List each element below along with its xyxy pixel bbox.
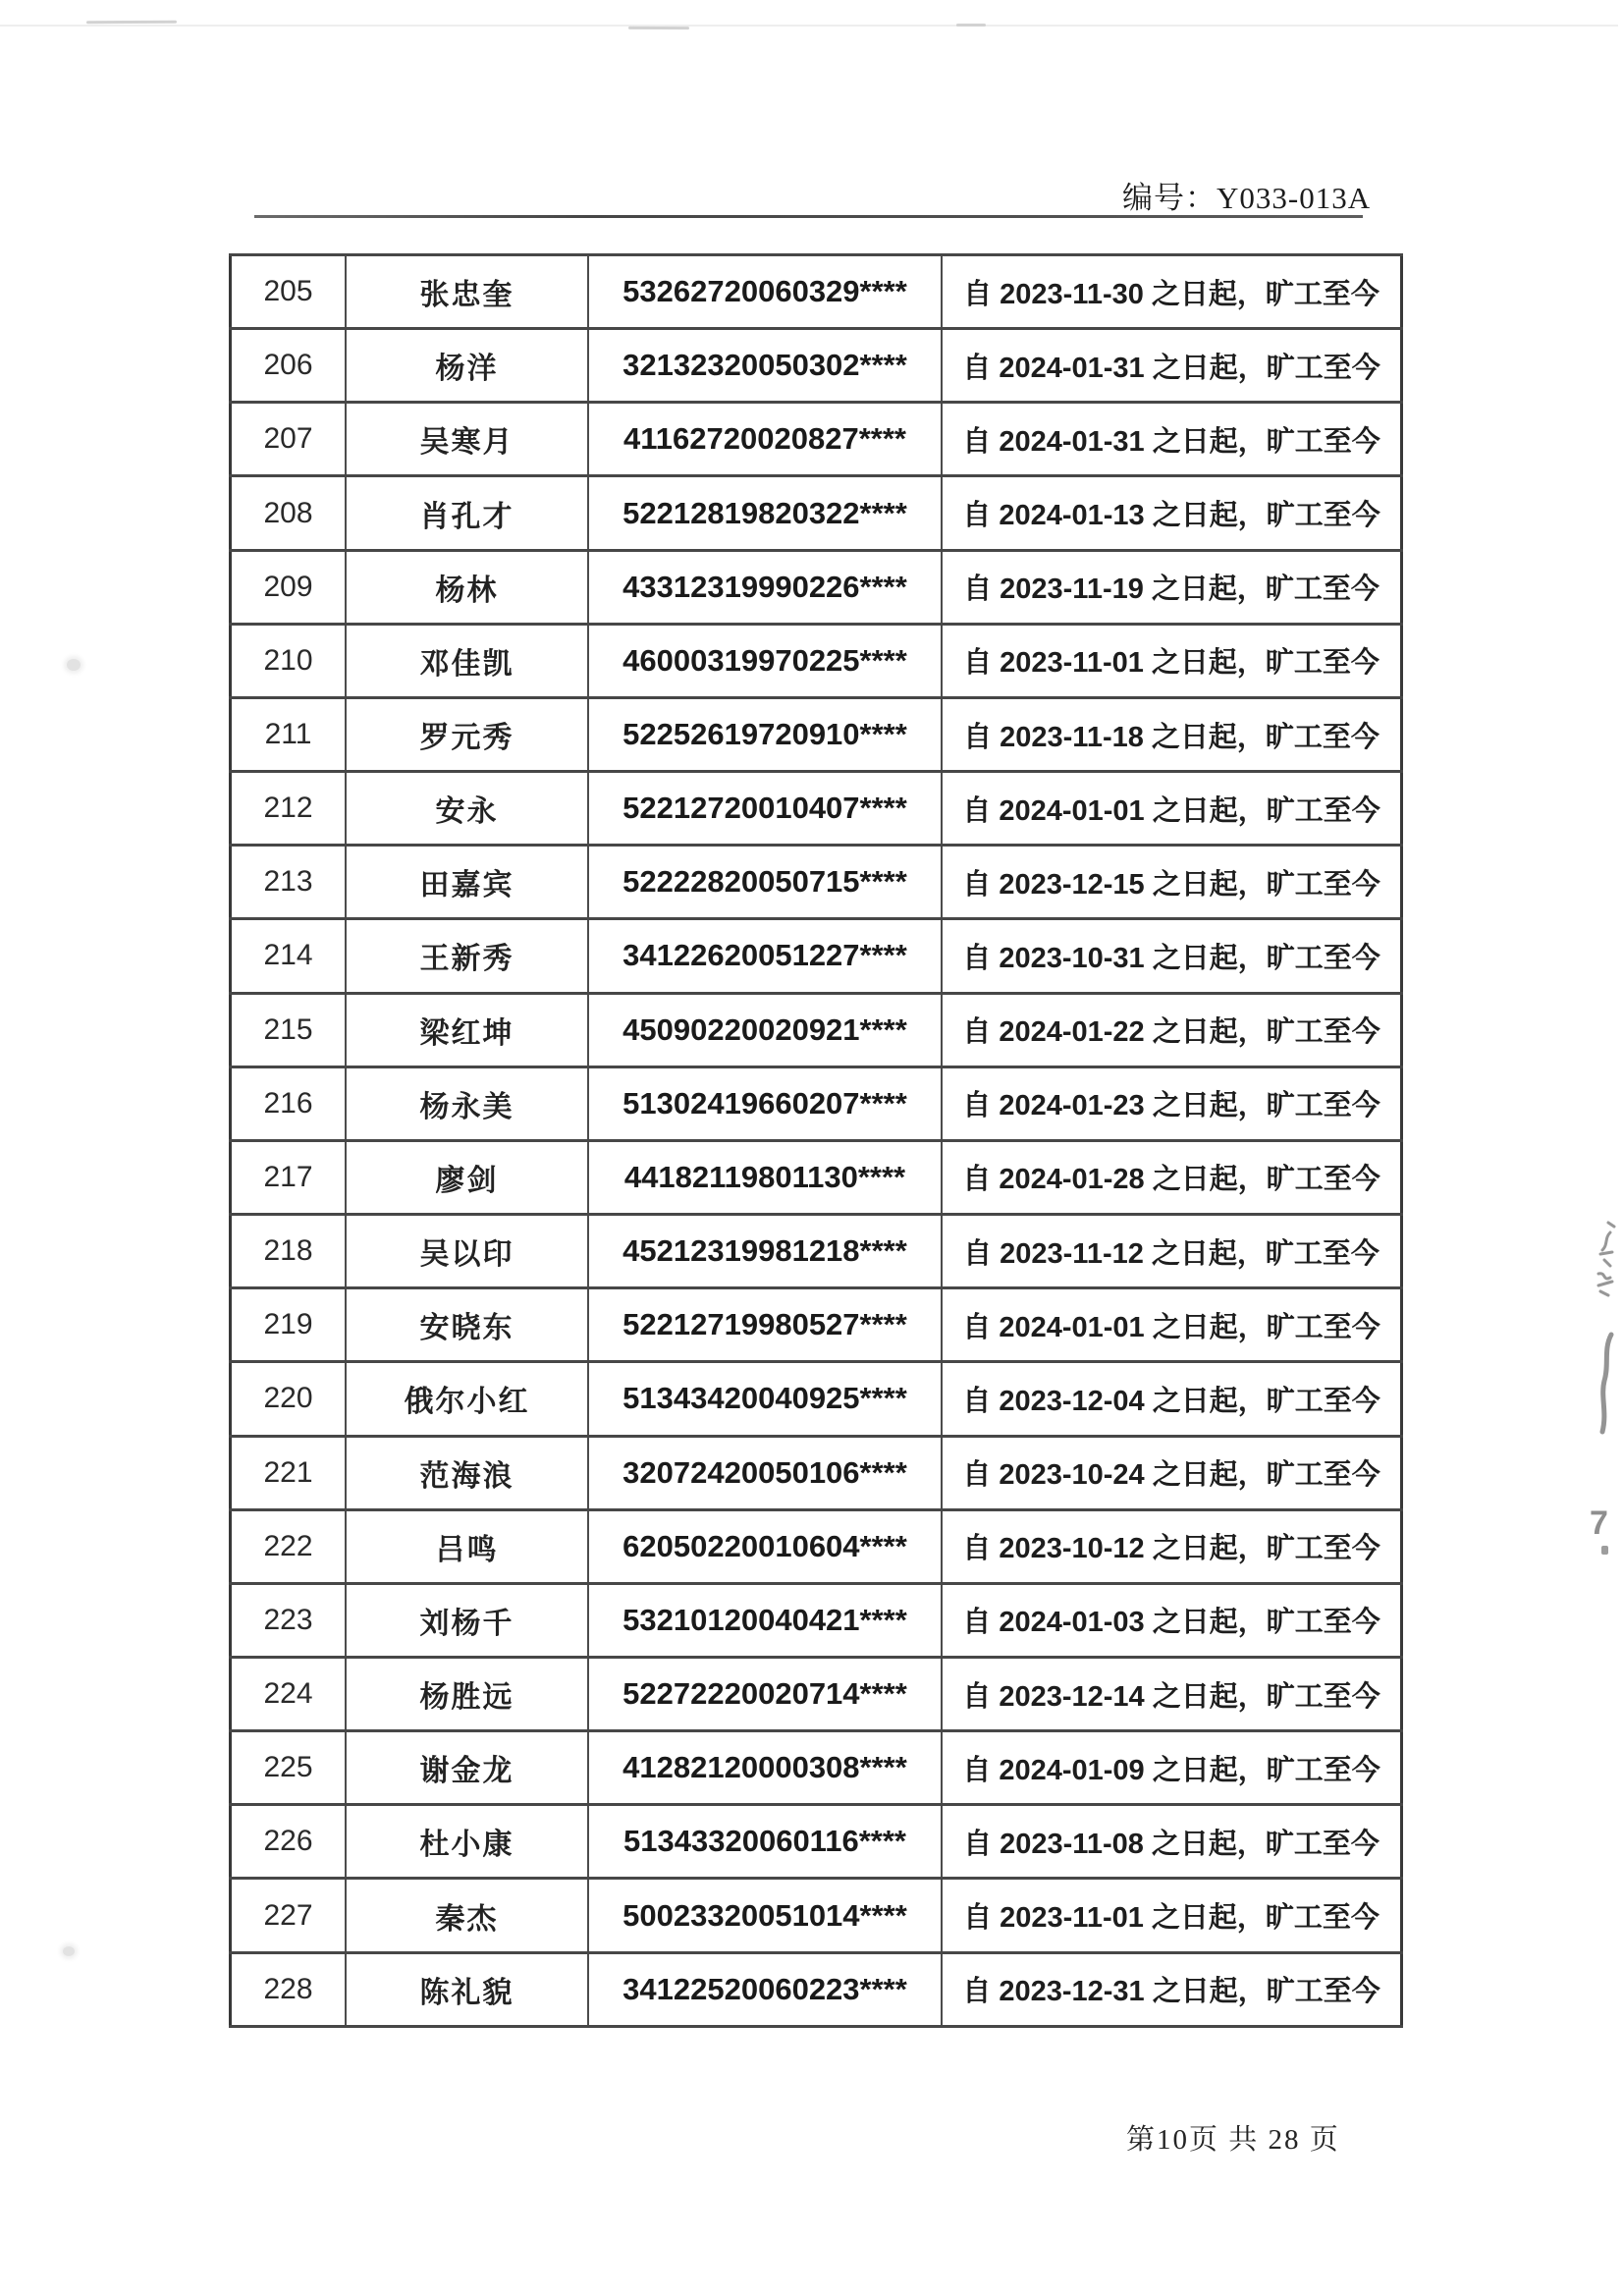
id-number-cell: 53262720060329**** — [588, 255, 942, 329]
absence-status-cell: 自 2023-12-04 之日起，旷工至今 — [942, 1362, 1402, 1436]
table-row — [231, 1657, 1402, 1730]
table-row — [231, 1509, 1402, 1583]
id-number-cell: 52212819820322**** — [588, 476, 942, 550]
person-name-cell: 杜小康 — [346, 1805, 588, 1879]
table-row — [231, 1805, 1402, 1879]
absence-status-cell: 自 2024-01-09 之日起，旷工至今 — [942, 1731, 1402, 1805]
person-name-cell: 吕鸣 — [346, 1509, 588, 1583]
absence-status-cell: 自 2024-01-31 之日起，旷工至今 — [942, 403, 1402, 476]
id-number-cell: 53210120040421**** — [588, 1583, 942, 1657]
id-number-cell: 52272220020714**** — [588, 1657, 942, 1730]
absence-status-cell: 自 2024-01-28 之日起，旷工至今 — [942, 1140, 1402, 1214]
absence-status-cell: 自 2024-01-23 之日起，旷工至今 — [942, 1066, 1402, 1140]
table-row — [231, 1731, 1402, 1805]
table-row — [231, 772, 1402, 846]
person-name-cell: 梁红坤 — [346, 993, 588, 1066]
id-number-cell: 52212719980527**** — [588, 1288, 942, 1362]
table-row — [231, 403, 1402, 476]
absence-status-cell: 自 2023-10-24 之日起，旷工至今 — [942, 1436, 1402, 1509]
absence-status-cell: 自 2023-10-31 之日起，旷工至今 — [942, 919, 1402, 993]
row-number-cell: 219 — [231, 1288, 347, 1362]
absence-status-cell: 自 2024-01-01 之日起，旷工至今 — [942, 772, 1402, 846]
absence-status-cell: 自 2024-01-31 之日起，旷工至今 — [942, 329, 1402, 403]
scan-artifact-stroke — [1596, 1332, 1617, 1435]
person-name-cell: 范海浪 — [346, 1436, 588, 1509]
id-number-cell: 52252619720910**** — [588, 697, 942, 771]
person-name-cell: 安晓东 — [346, 1288, 588, 1362]
row-number-cell: 226 — [231, 1805, 347, 1879]
row-number-cell: 224 — [231, 1657, 347, 1730]
row-number-cell: 227 — [231, 1879, 347, 1952]
table-row — [231, 550, 1402, 624]
person-name-cell: 陈礼貌 — [346, 1952, 588, 2026]
absence-status-cell: 自 2023-12-15 之日起，旷工至今 — [942, 846, 1402, 919]
table-row — [231, 1362, 1402, 1436]
absence-status-cell: 自 2023-11-01 之日起，旷工至今 — [942, 1879, 1402, 1952]
id-number-cell: 52222820050715**** — [588, 846, 942, 919]
table-row — [231, 1879, 1402, 1952]
absence-status-cell: 自 2024-01-01 之日起，旷工至今 — [942, 1288, 1402, 1362]
table-row — [231, 1066, 1402, 1140]
id-number-cell: 45212319981218**** — [588, 1215, 942, 1288]
scan-artifact-dot — [1601, 1546, 1608, 1555]
table-row — [231, 476, 1402, 550]
row-number-cell: 217 — [231, 1140, 347, 1214]
table-row — [231, 1952, 1402, 2026]
id-number-cell: 52212720010407**** — [588, 772, 942, 846]
absence-status-cell: 自 2024-01-13 之日起，旷工至今 — [942, 476, 1402, 550]
row-number-cell: 210 — [231, 624, 347, 697]
row-number-cell: 214 — [231, 919, 347, 993]
person-name-cell: 王新秀 — [346, 919, 588, 993]
table-row — [231, 993, 1402, 1066]
row-number-cell: 225 — [231, 1731, 347, 1805]
row-number-cell: 212 — [231, 772, 347, 846]
absence-status-cell: 自 2023-11-08 之日起，旷工至今 — [942, 1805, 1402, 1879]
person-name-cell: 杨胜远 — [346, 1657, 588, 1730]
absence-status-cell: 自 2023-11-30 之日起，旷工至今 — [942, 255, 1402, 329]
row-number-cell: 213 — [231, 846, 347, 919]
person-name-cell: 吴寒月 — [346, 403, 588, 476]
absence-status-cell: 自 2024-01-22 之日起，旷工至今 — [942, 993, 1402, 1066]
person-name-cell: 田嘉宾 — [346, 846, 588, 919]
id-number-cell: 34122520060223**** — [588, 1952, 942, 2026]
table-row — [231, 919, 1402, 993]
page-indicator: 第10页 共 28 页 — [1126, 2124, 1340, 2156]
person-name-cell: 罗元秀 — [346, 697, 588, 771]
row-number-cell: 207 — [231, 403, 347, 476]
id-number-cell: 45090220020921**** — [588, 993, 942, 1066]
table-row — [231, 329, 1402, 403]
absence-status-cell: 自 2023-12-14 之日起，旷工至今 — [942, 1657, 1402, 1730]
row-number-cell: 218 — [231, 1215, 347, 1288]
table-row — [231, 255, 1402, 329]
absence-roster-table — [229, 253, 1403, 2028]
header-underline — [254, 215, 1363, 218]
absence-status-cell: 自 2023-10-12 之日起，旷工至今 — [942, 1509, 1402, 1583]
scan-smudge — [67, 659, 81, 671]
person-name-cell: 俄尔小红 — [346, 1362, 588, 1436]
id-number-cell: 41282120000308**** — [588, 1731, 942, 1805]
person-name-cell: 刘杨千 — [346, 1583, 588, 1657]
table-row — [231, 1140, 1402, 1214]
id-number-cell: 41162720020827**** — [588, 403, 942, 476]
scan-artifact-squiggle — [1595, 1221, 1616, 1299]
table-row — [231, 1436, 1402, 1509]
person-name-cell: 肖孔才 — [346, 476, 588, 550]
person-name-cell: 秦杰 — [346, 1879, 588, 1952]
id-number-cell: 51302419660207**** — [588, 1066, 942, 1140]
row-number-cell: 228 — [231, 1952, 347, 2026]
id-number-cell: 51343420040925**** — [588, 1362, 942, 1436]
person-name-cell: 安永 — [346, 772, 588, 846]
id-number-cell: 32072420050106**** — [588, 1436, 942, 1509]
table-row — [231, 1288, 1402, 1362]
absence-status-cell: 自 2023-11-01 之日起，旷工至今 — [942, 624, 1402, 697]
person-name-cell: 杨林 — [346, 550, 588, 624]
id-number-cell: 44182119801130**** — [588, 1140, 942, 1214]
row-number-cell: 220 — [231, 1362, 347, 1436]
doc-number-label: 编号：Y033-013A — [1122, 181, 1372, 215]
row-number-cell: 221 — [231, 1436, 347, 1509]
row-number-cell: 215 — [231, 993, 347, 1066]
id-number-cell: 32132320050302**** — [588, 329, 942, 403]
row-number-cell: 206 — [231, 329, 347, 403]
row-number-cell: 216 — [231, 1066, 347, 1140]
table-row — [231, 846, 1402, 919]
edge-cutoff-text: 7 — [1590, 1504, 1608, 1542]
row-number-cell: 208 — [231, 476, 347, 550]
absence-status-cell: 自 2023-11-12 之日起，旷工至今 — [942, 1215, 1402, 1288]
row-number-cell: 222 — [231, 1509, 347, 1583]
id-number-cell: 46000319970225**** — [588, 624, 942, 697]
id-number-cell: 43312319990226**** — [588, 550, 942, 624]
id-number-cell: 50023320051014**** — [588, 1879, 942, 1952]
absence-status-cell: 自 2023-11-19 之日起，旷工至今 — [942, 550, 1402, 624]
person-name-cell: 廖剑 — [346, 1140, 588, 1214]
scan-smudge — [63, 1946, 75, 1956]
scan-streak-segment — [956, 24, 986, 27]
row-number-cell: 223 — [231, 1583, 347, 1657]
absence-status-cell: 自 2023-12-31 之日起，旷工至今 — [942, 1952, 1402, 2026]
table-row — [231, 624, 1402, 697]
person-name-cell: 杨永美 — [346, 1066, 588, 1140]
table-row — [231, 697, 1402, 771]
person-name-cell: 吴以印 — [346, 1215, 588, 1288]
table-row — [231, 1583, 1402, 1657]
absence-status-cell: 自 2023-11-18 之日起，旷工至今 — [942, 697, 1402, 771]
roster-table-body — [231, 255, 1402, 2027]
scan-streak — [0, 25, 1618, 27]
scan-streak-segment — [86, 21, 177, 24]
row-number-cell: 205 — [231, 255, 347, 329]
id-number-cell: 34122620051227**** — [588, 919, 942, 993]
id-number-cell: 51343320060116**** — [588, 1805, 942, 1879]
row-number-cell: 209 — [231, 550, 347, 624]
table-row — [231, 1215, 1402, 1288]
scan-streak-segment — [628, 27, 689, 29]
id-number-cell: 62050220010604**** — [588, 1509, 942, 1583]
absence-status-cell: 自 2024-01-03 之日起，旷工至今 — [942, 1583, 1402, 1657]
person-name-cell: 邓佳凯 — [346, 624, 588, 697]
row-number-cell: 211 — [231, 697, 347, 771]
person-name-cell: 谢金龙 — [346, 1731, 588, 1805]
person-name-cell: 杨洋 — [346, 329, 588, 403]
person-name-cell: 张忠奎 — [346, 255, 588, 329]
